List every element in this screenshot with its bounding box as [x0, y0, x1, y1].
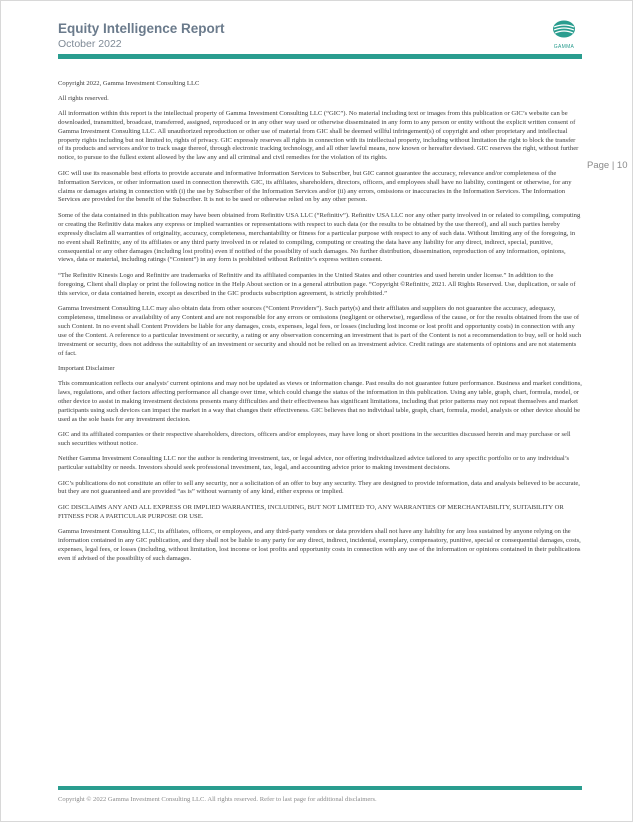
gamma-logo: [549, 20, 579, 50]
disclaimer-body: [58, 80, 582, 570]
copyright-line: Copyright 2022, Gamma Investment Consulting LLC: [58, 80, 200, 87]
footer-rule: [58, 786, 582, 790]
report-date: October 2022: [58, 38, 122, 50]
accuracy-paragraph: GIC will use its reasonable best efforts to provide accurate and informative Information Services to Subscriber, but GIC cannot guarantee the accuracy, relevance and/or completeness of the Information Services, or other information used in connection therewith. GIC, its affiliates, shareholders, directors, officers, and employees shall have no liability, contingent or otherwise, for any claims or damages arising in connection with (i) the use by Subscriber of the Information Services and/or (ii) any errors, omissions or inaccuracies in the Information Services. The Information Services are provided for the benefit of the Subscriber. It is not to be used or otherwise relied on by any other person.: [58, 169, 572, 204]
no-offer-paragraph: GIC’s publications do not constitute an offer to sell any security, nor a solicitation of an offer to buy any security. They are designed to provide information, data and analysis believed to be accurate, but they are not guaranteed and are provided “as is” without warranty of any kind, either express or implied.: [58, 479, 580, 496]
opinions-paragraph: This communication reflects our analysts’ current opinions and may not be updated as views or information change. Past results do not guarantee future performance. Business and market conditions, laws, regulations, and other factors affecting performance all change over time, which could change the status of the information in this publication. Using any table, graph, chart, formula, model, or other device to assist in making investment decisions presents many difficulties and their effectiveness has significant limitations, including that prior patterns may not repeat themselves and market participants using such devices can impact the market in a way that changes their effectiveness. GIC believes that no individual table, graph, chart, formula, model, analysis or other device should be used as the sole basis for any investment decision.: [58, 379, 582, 423]
page-number: Page | 10: [587, 160, 628, 171]
positions-paragraph: GIC and its affiliated companies or their respective shareholders, directors, officers and/or employees, may have long or short positions in the securities discussed herein and may purchase or sell such securities without notice.: [58, 430, 571, 447]
trademark-paragraph: “The Refinitiv Kinesis Logo and Refinitiv are trademarks of Refinitiv and its affiliated companies in the United States and other countries and used herein under license.” In addition to the foregoing, Client shall display or print the following notice in the Help About section or in a general attribution page. “Copyright ©Refinitiv, 2021. All Rights Reserved. Use, duplication, or sale of this service, or data contained herein, except as described in the GIC products subscription agreement, is strictly prohibited.”: [58, 271, 576, 297]
important-disclaimer-heading: Important Disclaimer: [58, 364, 115, 372]
report-title: Equity Intelligence Report: [58, 21, 225, 36]
liability-paragraph: Gamma Investment Consulting LLC, its affiliates, officers, or employees, and any third-party vendors or data providers shall not have any liability for any loss sustained by anyone relying on the information contained in any GIC publication, and they shall not be liable to any party for any direct, indirect, incidental, exemplary, compensatory, punitive, special or consequential damages, costs, expenses, legal fees, or losses (including, without limitation, lost income or lost profits and opportunity costs in connection with any use of the information or opinions contained in their publications even if advised of the possibility of such damages.: [58, 528, 581, 562]
ip-paragraph: All information within this report is the intellectual property of Gamma Investment Consulting LLC (“GIC”). No material including text or images from this publication or GIC’s website can be downloaded, transmitted, broadcast, transferred, assigned, reproduced or in any other way used or otherwise disseminated in any form to any person or entity without the explicit written consent of Gamma Investment Consulting LLC. All unauthorized reproduction or other use of material from GIC shall be deemed willful infringement(s) of copyright and other proprietary and intellectual property rights including but not limited to, rights of privacy. GIC expressly reserves all rights in connection with its intellectual property, including without limitation the right to block the transfer of its products and services and/or to track usage thereof, through electronic tracking technology, and all other lawful means, now known or hereafter devised. GIC reserves the right, without further notice, to pursue to the fullest extent allowed by the law any and all criminal and civil remedies for the violation of its rights.: [58, 109, 579, 162]
content-providers-paragraph: Gamma Investment Consulting LLC may also obtain data from other sources (“Content Providers”). Such party(s) and their affiliates and suppliers do not guarantee the accuracy, adequacy, completeness, timeliness or availability of any Content and are not responsible for any errors or omissions (negligent or otherwise), regardless of the cause, or for the results obtained from the use of such Content. In no event shall Content Providers be liable for any damages, costs, expenses, legal fees, or losses (including lost income or lost profit and opportunity costs) in connection with any use of the Content. A reference to a particular investment or security, a rating or any observation concerning an investment that is part of the Content is not a recommendation to buy, sell or hold such investment or security, does not address the suitability of an investment or security and should not be relied on as investment advice. Credit ratings are statements of opinions and are not statements of fact.: [58, 305, 582, 357]
footer-copyright: Copyright © 2022 Gamma Investment Consulting LLC. All rights reserved. Refer to last page for additional disclaimers.: [58, 796, 377, 803]
header-rule: [58, 54, 582, 59]
rights-reserved: All rights reserved.: [58, 94, 109, 102]
gamma-globe-icon: [552, 20, 576, 38]
refinitiv-paragraph: Some of the data contained in this publication may have been obtained from Refinitiv USA LLC (“Refinitiv”). Refinitiv USA LLC nor any other party involved in or related to compiling, computing or creating the Refinitiv data makes any express or implied warranties or representations with respect to such data (or the results to be obtained by the use thereof), and all such parties hereby expressly disclaim all warranties of originality, accuracy, completeness, merchantability or fitness for a particular purpose with respect to any of such data. Without limiting any of the foregoing, in no event shall Refinitiv, any of its affiliates or any third party involved in or related to compiling, computing or creating the data have any liability for any direct, indirect, special, punitive, consequential or any other damages (including lost profits) even if notified of the possibility of such damages. No further distribution, dissemination, reproduction of any information, opinions, views, data or material, including ratings (“Content”) in any form is prohibited without Refinitiv’s express written consent.: [58, 211, 581, 264]
warranties-paragraph: GIC DISCLAIMS ANY AND ALL EXPRESS OR IMPLIED WARRANTIES, INCLUDING, BUT NOT LIMITED TO, ANY WARRANTIES OF MERCHANTABILITY, SUITABILITY OR FITNESS FOR A PARTICULAR PURPOSE OR USE.: [58, 503, 564, 520]
no-advice-paragraph: Neither Gamma Investment Consulting LLC nor the author is rendering investment, tax, or legal advice, nor offering individualized advice tailored to any specific portfolio or to any individual’s particular suitability or needs. Investors should seek professional investment, tax, legal, and accounting advice prior to making investment decisions.: [58, 455, 570, 472]
logo-text: GAMMA: [553, 44, 575, 50]
